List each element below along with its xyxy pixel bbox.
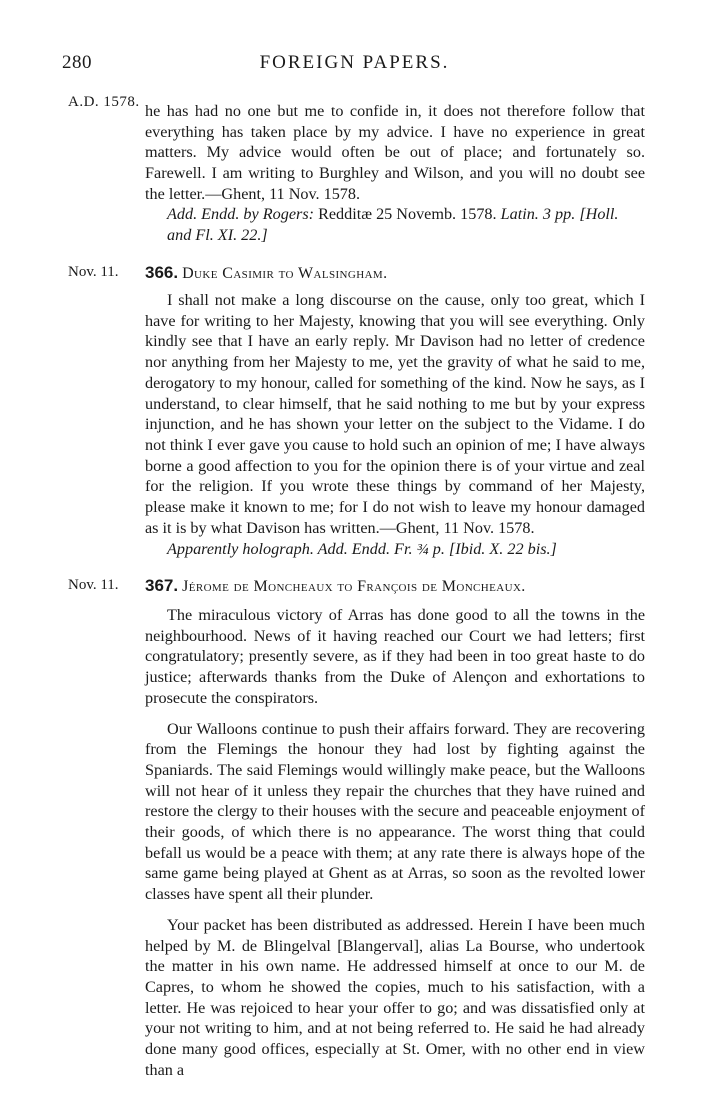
entry-367-heading <box>145 576 665 596</box>
note-language: Latin. 3 pp. <box>500 205 576 223</box>
running-header <box>0 52 709 78</box>
entry-367-para-3: Your packet has been distributed as addressed. Herein I have been much helped by M. de Blingelval [Blangerval], alias La Bourse, who undertook the matter in his own name. He addressed himself at once to our M. de Capres, to whom he showed the copies, much to his satisfaction, with a letter. He was rejoiced to hear your offer to go; and was dissatisfied only at your not writing to him, and at not being referred to. He said he had already done many good offices, especially at St. Omer, with no other end in view than a <box>145 915 645 1079</box>
note-endorsement: Add. Endd. by Rogers: <box>167 205 315 223</box>
entry-367-para-2: Our Walloons continue to push their affairs forward. They are recovering from the Flemings the honour they had lost by fighting against the Spaniards. The said Flemings would willingly make peace, but the Walloons will not hear of it unless they repair the churches that they have ruined and restore the clergy to their houses with the secure and peaceable enjoyment of their goods, of which there is no appearance. The worst thing that could befall us would be a peace with them; at any rate there is always hope of the same game being played at Ghent as at Arras, so soon as the revolted lower classes have spent all their plunder. <box>145 719 645 904</box>
entry-367-body <box>145 605 645 1080</box>
page-number: 280 <box>62 52 92 73</box>
entry-365-continuation <box>145 101 645 205</box>
entry-366-number: 366. <box>145 263 179 282</box>
entry-366-body <box>145 290 645 538</box>
entry-365-note <box>167 204 645 245</box>
running-title: FOREIGN PAPERS. <box>259 52 450 73</box>
note-reference: [Holl. and Fl. XI. 22.] <box>167 205 619 244</box>
entry-367-title: Jérome de Moncheaux to François de Moncheaux. <box>182 578 526 595</box>
note-redditae: Redditæ 25 Novemb. 1578. <box>318 205 497 223</box>
margin-date-367: Nov. 11. <box>68 577 119 593</box>
entry-366-text: I shall not make a long discourse on the cause, only too great, which I have for writing to her Majesty, knowing that you will see everything. Only kindly see that I have an early reply. Mr Davison had no letter of credence nor anything from her Majesty to me, yet the gravity of what he said to me, derogatory to my honour, called for something of the kind. Now he says, as I understand, to clear himself, that he said nothing to me but by your express injunction, and he has shown your letter on the subject to the Vidame. I do not think I ever gave you cause to hold such an opinion of me; I have always borne a good affection to you for the opinion there is of your virtue and zeal for the religion. If you wrote these things by command of her Majesty, please make it known to me; for I do not wish to leave my honour damaged as it is by what Davison has written.—Ghent, 11 Nov. 1578. <box>145 291 645 537</box>
entry-366-note: Apparently holograph. Add. Endd. Fr. ¾ p. [Ibid. X. 22 bis.] <box>167 540 557 558</box>
margin-date-366: Nov. 11. <box>68 264 119 280</box>
entry-366-heading <box>145 263 665 283</box>
entry-366-title: Duke Casimir to Walsingham. <box>182 265 388 282</box>
entry-367-number: 367. <box>145 576 179 595</box>
margin-year: A.D. 1578. <box>68 94 140 110</box>
entry-367-para-1: The miraculous victory of Arras has done good to all the towns in the neighbourhood. News of it having reached our Court we had letters; first congratulatory; presently severe, as if they had been in too great haste to do justice; afterwards thanks from the Duke of Alençon and exhortations to prosecute the conspirators. <box>145 606 645 707</box>
entry-365-text: he has had no one but me to confide in, it does not therefore follow that everything has taken place by my advice. I have no experience in great matters. My advice would often be out of place; and fortunately so. Farewell. I am writing to Burghley and Wilson, and you will no doubt see the letter.—Ghent, 11 Nov. 1578. <box>145 102 645 203</box>
